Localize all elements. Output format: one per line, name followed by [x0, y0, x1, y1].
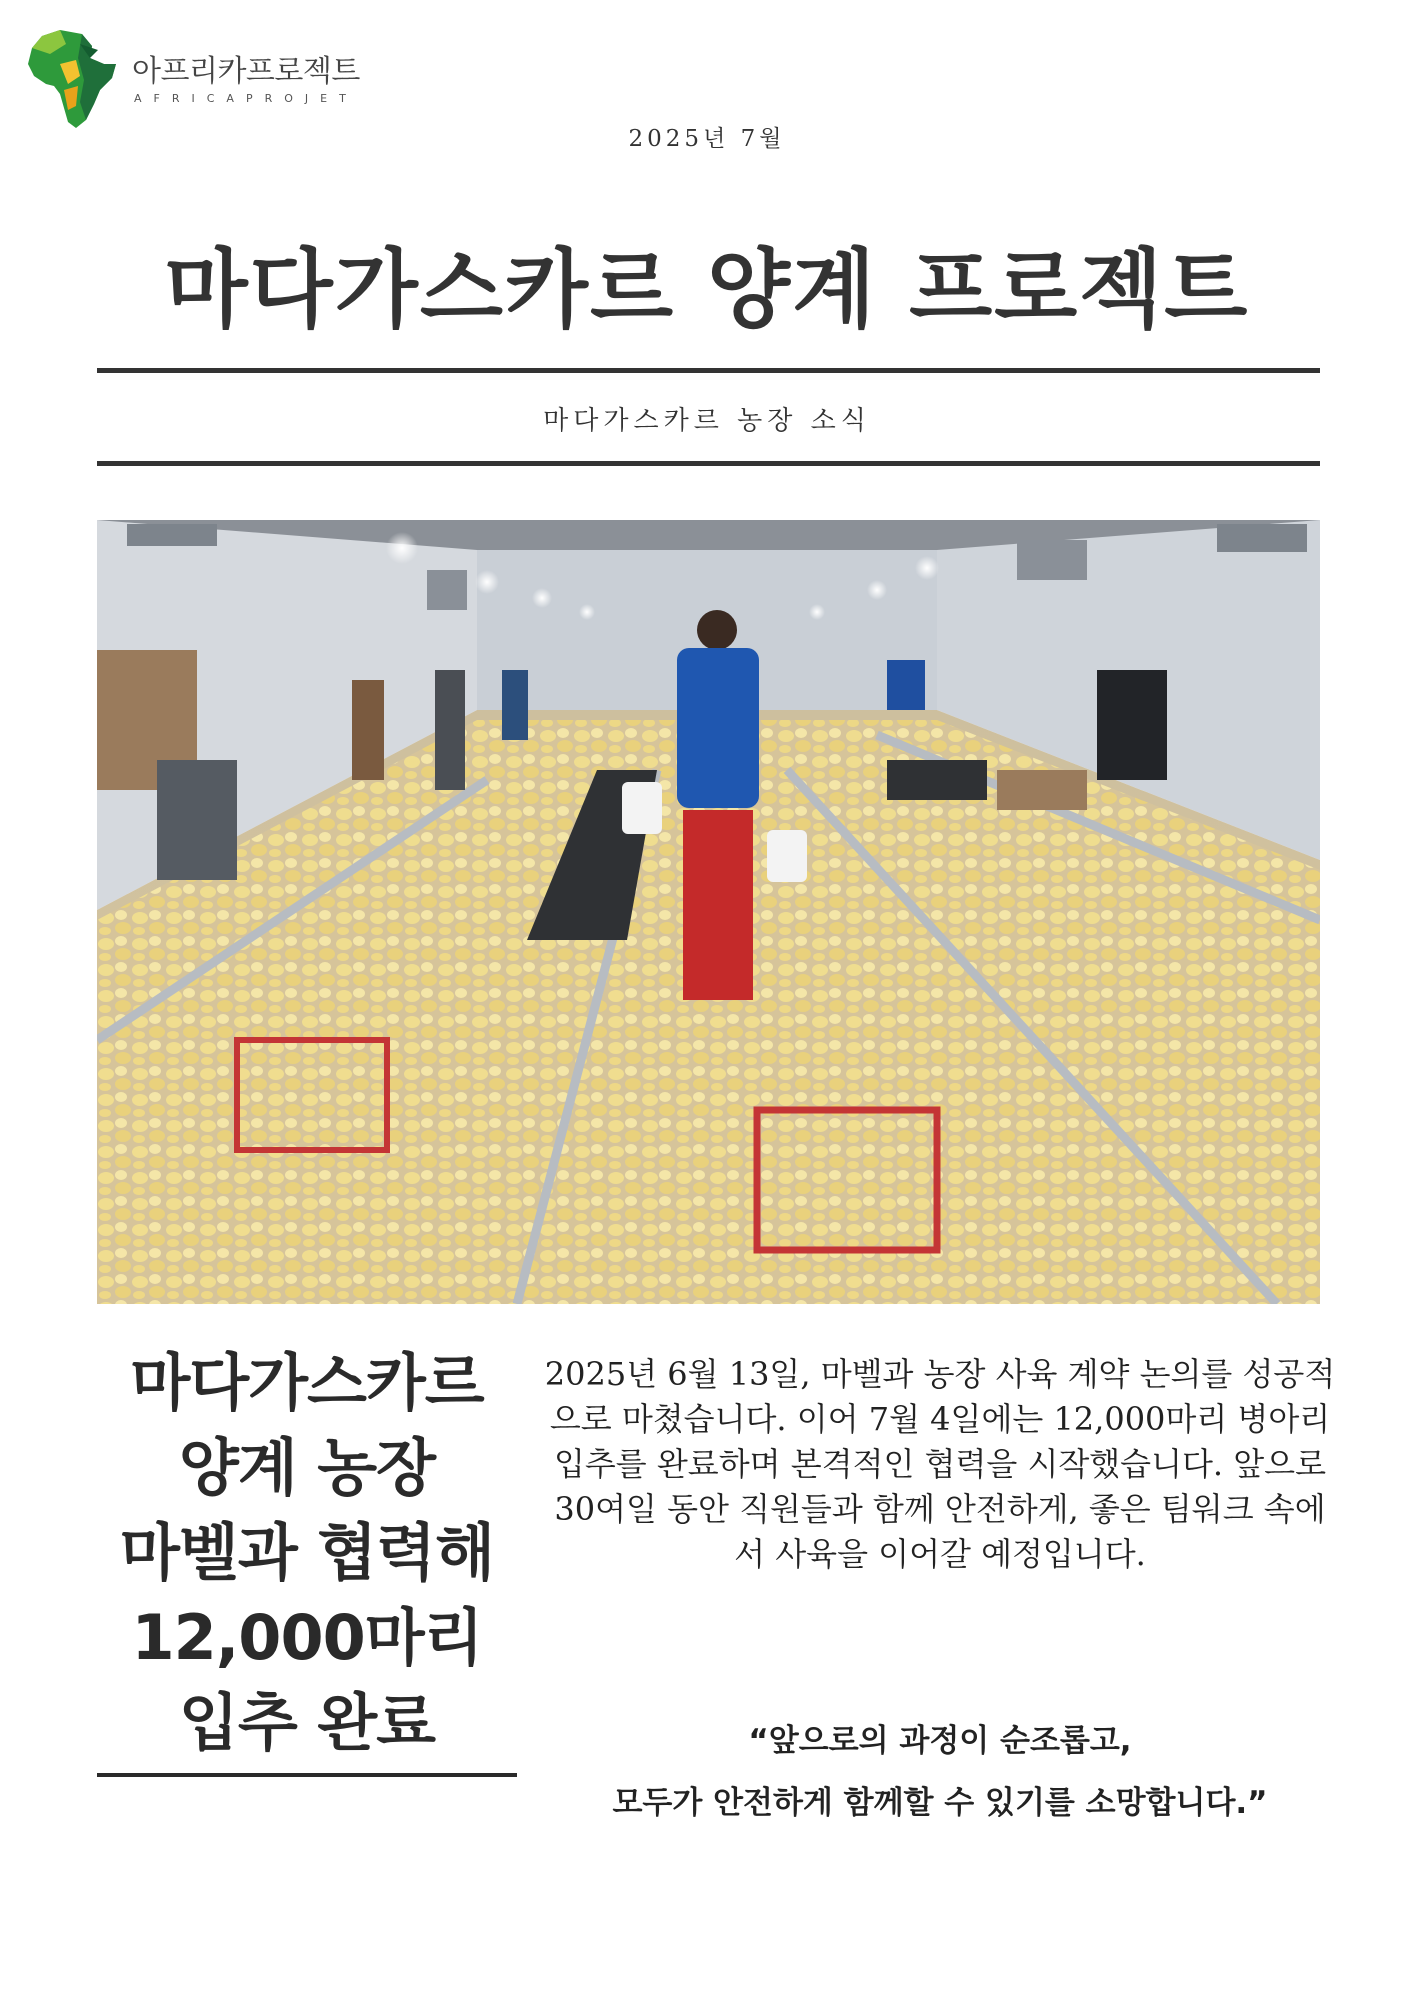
headline-line: 입추 완료: [178, 1686, 436, 1759]
quote-line: 모두가 안전하게 함께할 수 있기를 소망합니다.”: [612, 1785, 1268, 1821]
article-headline: [97, 1340, 517, 1765]
quote-line: “앞으로의 과정이 순조롭고,: [748, 1723, 1132, 1759]
chick-farm-photo: [97, 520, 1320, 1304]
article-body: 2025년 6월 13일, 마벨과 농장 사육 계약 논의를 성공적으로 마쳤습니다. 이어 7월 4일에는 12,000마리 병아리 입추를 완료하며 본격적인 협력을 시작했습니다. 앞으로 30여일 동안 직원들과 함께 안전하게, 좋은 팀워크 속에서 사육을 이어갈 예정입니다.: [544, 1355, 1336, 1573]
headline-line: 마벨과 협력해: [120, 1516, 494, 1589]
logo-name-korean: 아프리카프로젝트: [132, 54, 360, 89]
africa-map-logo-icon: [20, 24, 130, 134]
section-subtitle: 마다가스카르 농장 소식: [543, 406, 871, 436]
logo: [20, 24, 380, 134]
headline-line: 마다가스카르: [130, 1346, 484, 1419]
issue-date: 2025년 7월: [628, 126, 786, 152]
headline-line: 양계 농장: [178, 1431, 436, 1504]
article-quote: [540, 1710, 1340, 1834]
headline-underline: [97, 1773, 517, 1777]
headline-line: 12,000마리: [131, 1601, 483, 1674]
bottom-divider: [97, 461, 1320, 466]
page-title: 마다가스카르 양계 프로젝트: [164, 240, 1250, 340]
top-divider: [97, 368, 1320, 373]
logo-name-english: AFRICAPROJET: [134, 92, 358, 105]
